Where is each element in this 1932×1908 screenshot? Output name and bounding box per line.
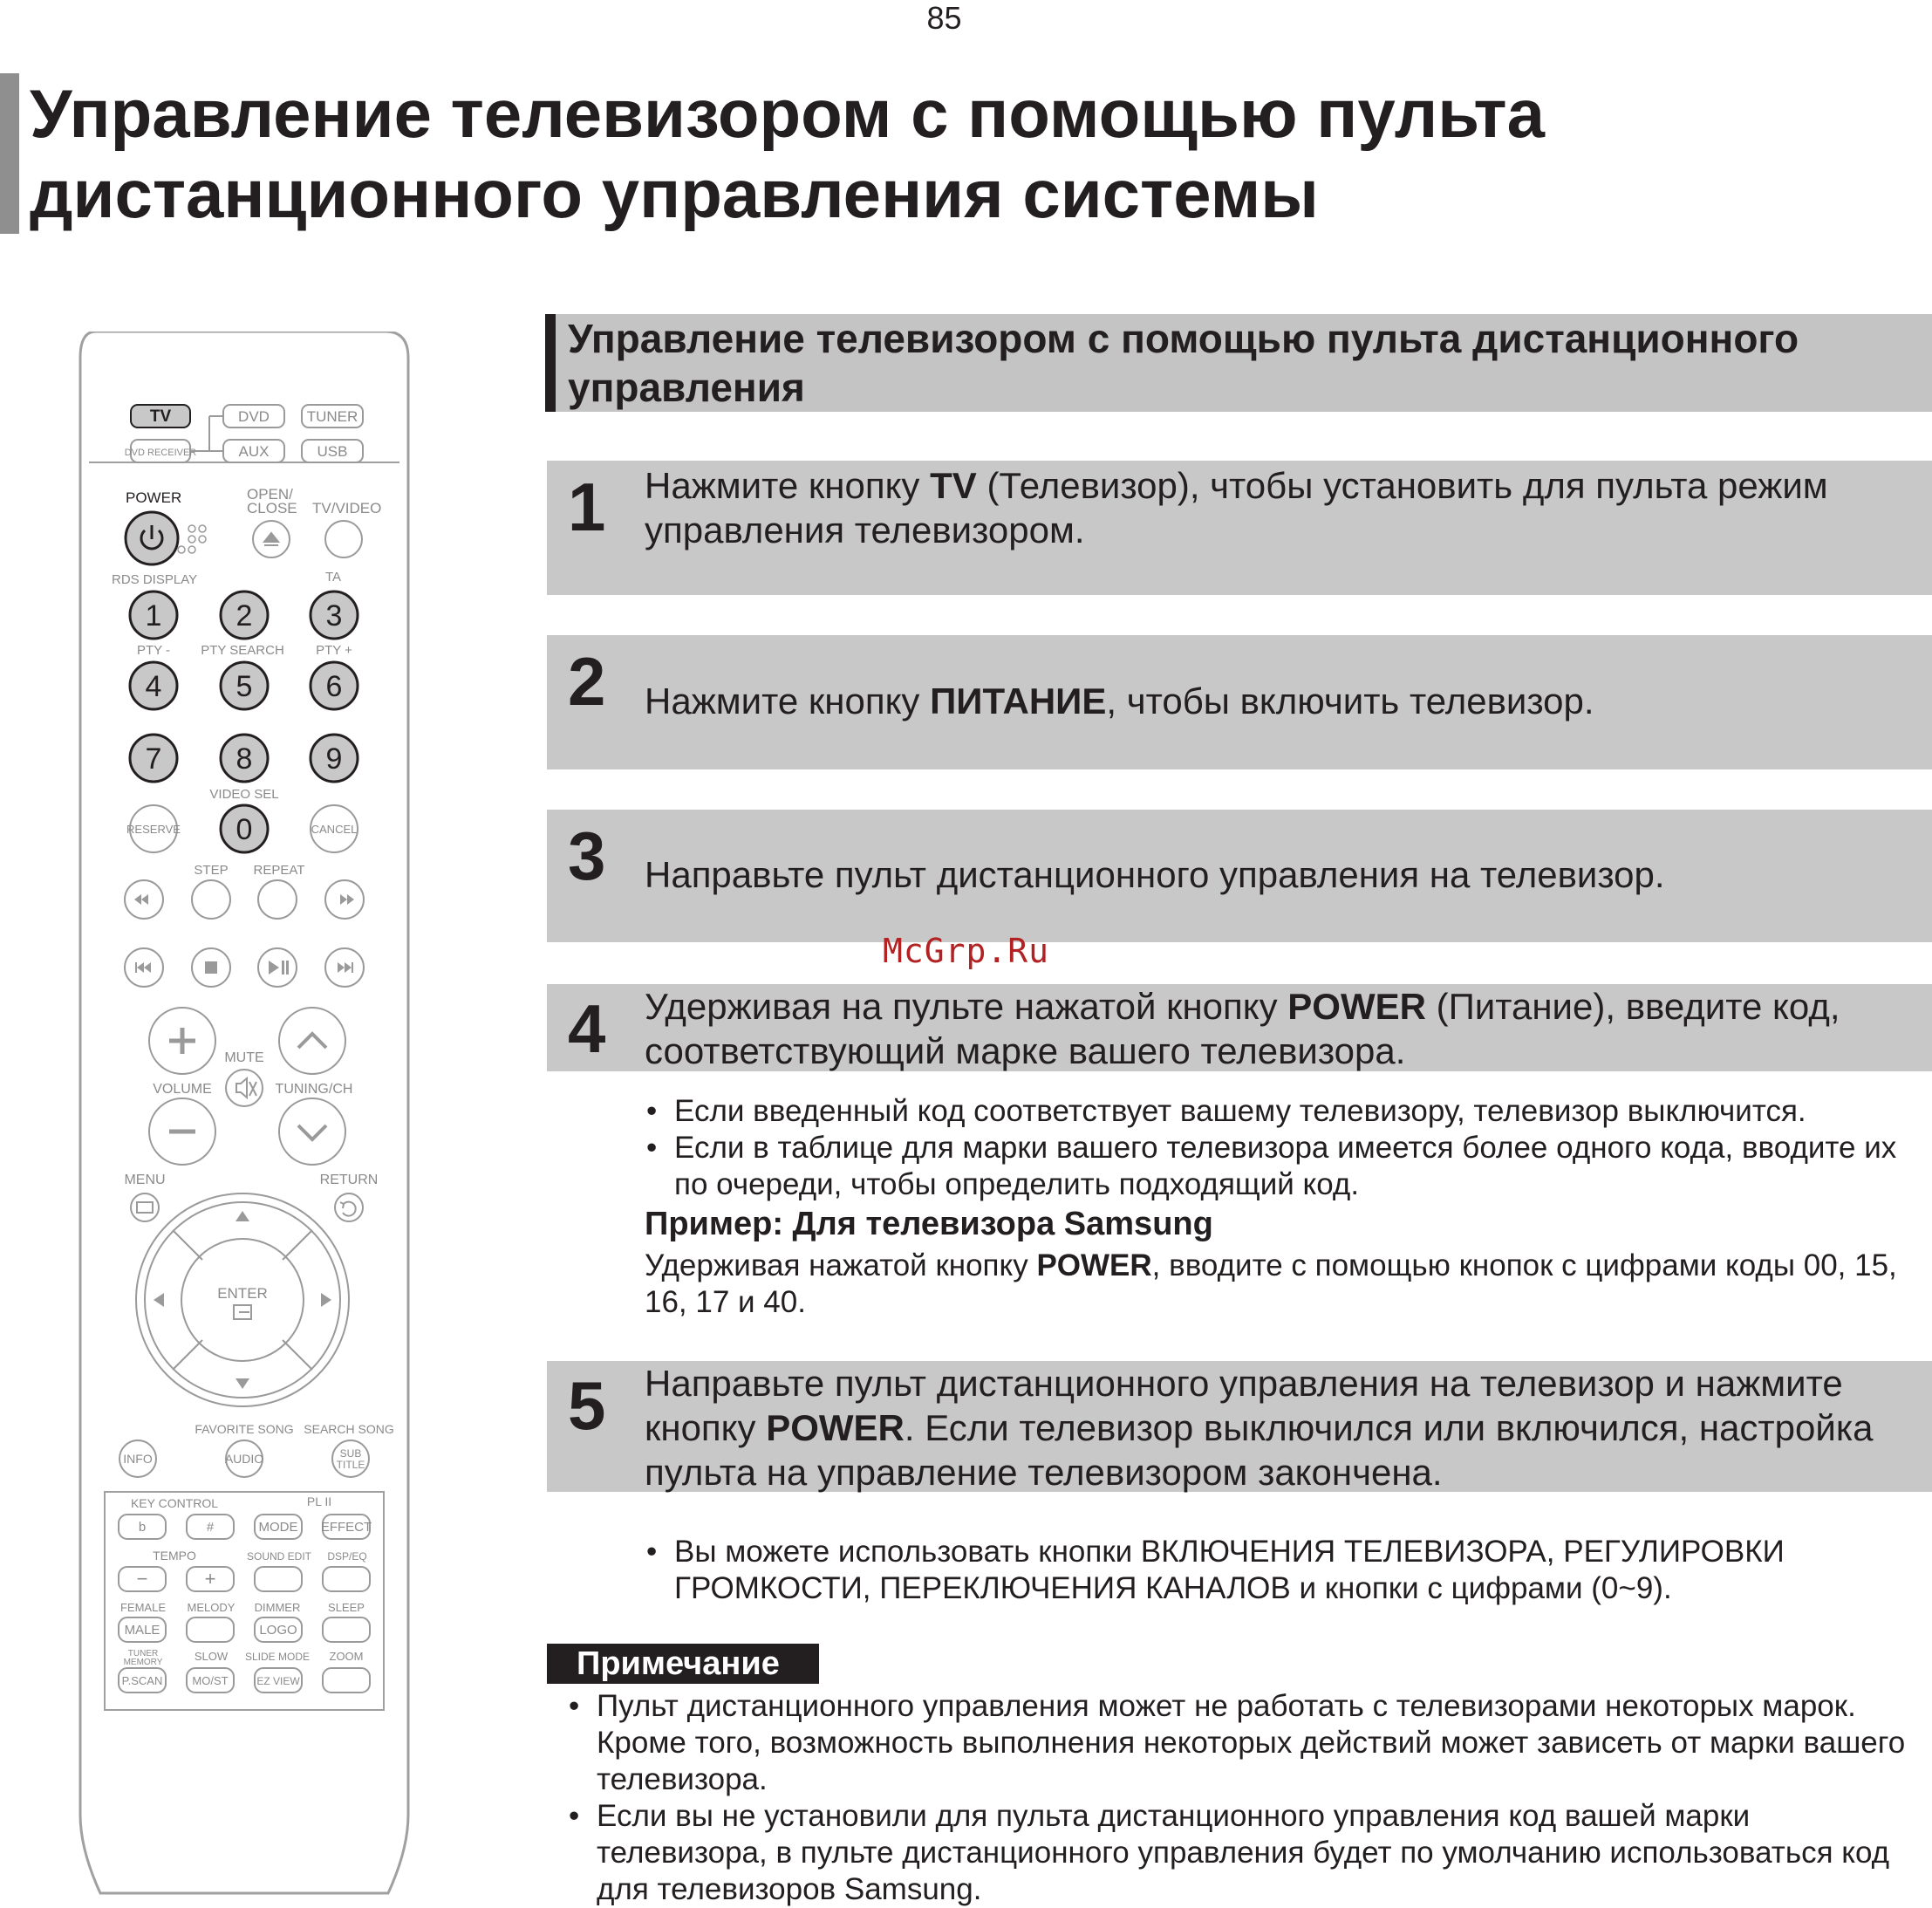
tempo-minus-label: − (136, 1568, 148, 1590)
step-text: Удерживая на пульте нажатой кнопку POWER (Питание), введите код, соответствующий марке вашего телевизора. (645, 986, 1840, 1071)
audio-label: AUDIO (224, 1452, 264, 1466)
page-title: Управление телевизором с помощью пульта дистанционного управления системы (30, 75, 1545, 232)
power-label: POWER (126, 489, 182, 506)
return-label: RETURN (319, 1173, 379, 1187)
pty-minus-label: PTY - (136, 643, 171, 658)
step-number: 3 (547, 810, 622, 942)
sound-edit-label: SOUND EDIT (246, 1550, 312, 1563)
digit-0: 0 (236, 813, 253, 846)
effect-label: EFFECT (320, 1520, 372, 1535)
volume-label: VOLUME (153, 1082, 212, 1097)
step-3 (547, 810, 1932, 942)
step-number: 4 (547, 984, 622, 1071)
tempo-label: TEMPO (153, 1549, 196, 1563)
step-text: Нажмите кнопку TV (Телевизор), чтобы установить для пульта режим управления телевизором. (645, 465, 1828, 551)
mode-usb-label: USB (317, 443, 348, 460)
mode-button-group (125, 405, 363, 462)
favorite-song-label: FAVORITE SONG (195, 1422, 294, 1436)
sharp-label: # (206, 1520, 215, 1535)
step-4 (547, 984, 1932, 1071)
pty-plus-label: PTY + (316, 643, 352, 658)
ez-view-label: EZ VIEW (256, 1675, 300, 1687)
step-1 (547, 461, 1932, 595)
subtitle-label: SUB (339, 1447, 362, 1460)
key-control-label: KEY CONTROL (130, 1496, 219, 1510)
pty-search-label: PTY SEARCH (201, 643, 284, 658)
step-number: 2 (547, 635, 622, 769)
mode-dvd-receiver-label: DVD RECEIVER (124, 448, 197, 458)
mode-aux-label: AUX (238, 443, 270, 460)
step-5 (547, 1361, 1932, 1492)
sleep-label: SLEEP (328, 1601, 365, 1614)
menu-button (131, 1193, 159, 1221)
bullet-item: • Если введенный код соответствует вашему телевизору, телевизор выключится. (645, 1093, 1905, 1130)
rds-display-label: RDS DISPLAY (112, 572, 198, 587)
bullet-item: • Если в таблице для марки вашего телевизора имеется более одного кода, вводите их по очереди, чтобы определить подходящий код. (645, 1130, 1905, 1203)
section-header-bar (545, 314, 556, 412)
note-item: • Если вы не установили для пульта дистанционного управления код вашей марки телевизора, в пульте дистанционного управления будет по умолчанию использоваться код для телевизоров Samsung. (567, 1798, 1910, 1908)
info-label: INFO (123, 1452, 153, 1466)
menu-label: MENU (124, 1173, 166, 1187)
arrow-down-icon (236, 1378, 249, 1389)
slide-mode-label: SLIDE MODE (244, 1651, 311, 1663)
zoom-label: ZOOM (329, 1650, 364, 1663)
arrow-up-icon (236, 1211, 249, 1221)
mode-label: MODE (258, 1520, 298, 1535)
logo-label: LOGO (259, 1623, 297, 1638)
return-button (335, 1193, 363, 1221)
note-header-text: Примечание (577, 1645, 780, 1682)
cancel-label: CANCEL (311, 823, 358, 836)
example-text: Удерживая нажатой кнопку POWER, вводите с помощью кнопок с цифрами коды 00, 15, 16, 17 и 40. (645, 1248, 1897, 1319)
digit-7: 7 (145, 742, 162, 776)
title-accent-bar (0, 73, 19, 234)
digit-6: 6 (325, 670, 343, 703)
step-label: STEP (194, 863, 229, 878)
digit-3: 3 (325, 599, 343, 633)
tv-video-label: TV/VIDEO (312, 500, 382, 516)
stop-icon (205, 961, 217, 974)
digit-1: 1 (145, 599, 162, 633)
step-5-bullets (645, 1534, 1905, 1607)
step-number: 5 (547, 1361, 622, 1492)
enter-label: ENTER (217, 1285, 268, 1302)
example-title: Пример: Для телевизора Samsung (645, 1206, 1213, 1242)
repeat-label: REPEAT (253, 863, 305, 878)
search-song-label: SEARCH SONG (304, 1422, 394, 1436)
digit-8: 8 (236, 742, 253, 776)
bullet-item: • Вы можете использовать кнопки ВКЛЮЧЕНИЯ ТЕЛЕВИЗОРА, РЕГУЛИРОВКИ ГРОМКОСТИ, ПЕРЕКЛЮЧЕНИЯ КАНАЛОВ и кнопки с цифрами (0~9). (645, 1534, 1905, 1607)
open-close-label-2: CLOSE (247, 500, 297, 516)
arrow-right-icon (321, 1293, 331, 1307)
digit-5: 5 (236, 670, 253, 703)
female-label: FEMALE (119, 1601, 167, 1614)
page-number: 85 (926, 0, 962, 36)
male-label: MALE (124, 1623, 160, 1638)
tuner-memory-label: TUNER (127, 1649, 159, 1658)
slow-label: SLOW (194, 1650, 229, 1663)
subtitle-label-2: TITLE (336, 1459, 365, 1471)
tv-video-button (325, 521, 362, 557)
step-2 (547, 635, 1932, 769)
arrow-left-icon (154, 1293, 164, 1307)
tuning-ch-label: TUNING/CH (275, 1082, 353, 1097)
digit-2: 2 (236, 599, 253, 633)
pl2-label: PL II (306, 1494, 332, 1508)
mode-dvd-label: DVD (238, 408, 270, 425)
tempo-plus-label: + (204, 1568, 216, 1590)
remote-control-illustration (79, 332, 410, 1902)
step-number: 1 (547, 461, 622, 595)
ta-label: TA (325, 570, 342, 585)
step-4-bullets (645, 1093, 1905, 1203)
mute-label: MUTE (224, 1050, 264, 1065)
digit-9: 9 (325, 742, 343, 776)
p-scan-label: P.SCAN (121, 1674, 163, 1687)
open-close-label: OPEN/ (247, 486, 293, 503)
flat-label: b (138, 1520, 147, 1535)
note-header (547, 1644, 819, 1684)
mode-tv-label: TV (149, 407, 172, 426)
step-text: Направьте пульт дистанционного управления на телевизор и нажмите кнопку POWER. Если телевизор выключился или включился, настройка пульта на управление телевизором закончена. (645, 1363, 1874, 1493)
mo-st-label: MO/ST (192, 1674, 229, 1687)
digit-4: 4 (145, 670, 162, 703)
tuner-memory-label-2: MEMORY (123, 1658, 163, 1667)
step-text: Направьте пульт дистанционного управления на телевизор. (645, 854, 1665, 895)
melody-label: MELODY (187, 1601, 236, 1614)
section-header (545, 314, 1932, 412)
section-header-text: Управление телевизором с помощью пульта дистанционного управления (568, 316, 1799, 410)
note-list (567, 1688, 1910, 1908)
mode-tuner-label: TUNER (306, 408, 358, 425)
video-sel-label: VIDEO SEL (209, 787, 279, 802)
watermark: McGrp.Ru (883, 932, 1050, 970)
note-item: • Пульт дистанционного управления может не работать с телевизорами некоторых марок. Кроме того, возможность выполнения некоторых действий может зависеть от марки вашего телевизора. (567, 1688, 1910, 1798)
dimmer-label: DIMMER (254, 1601, 301, 1614)
dsp-eq-label: DSP/EQ (327, 1550, 367, 1563)
step-text: Нажмите кнопку ПИТАНИЕ, чтобы включить телевизор. (645, 680, 1594, 721)
reserve-label: RESERVE (126, 823, 181, 836)
